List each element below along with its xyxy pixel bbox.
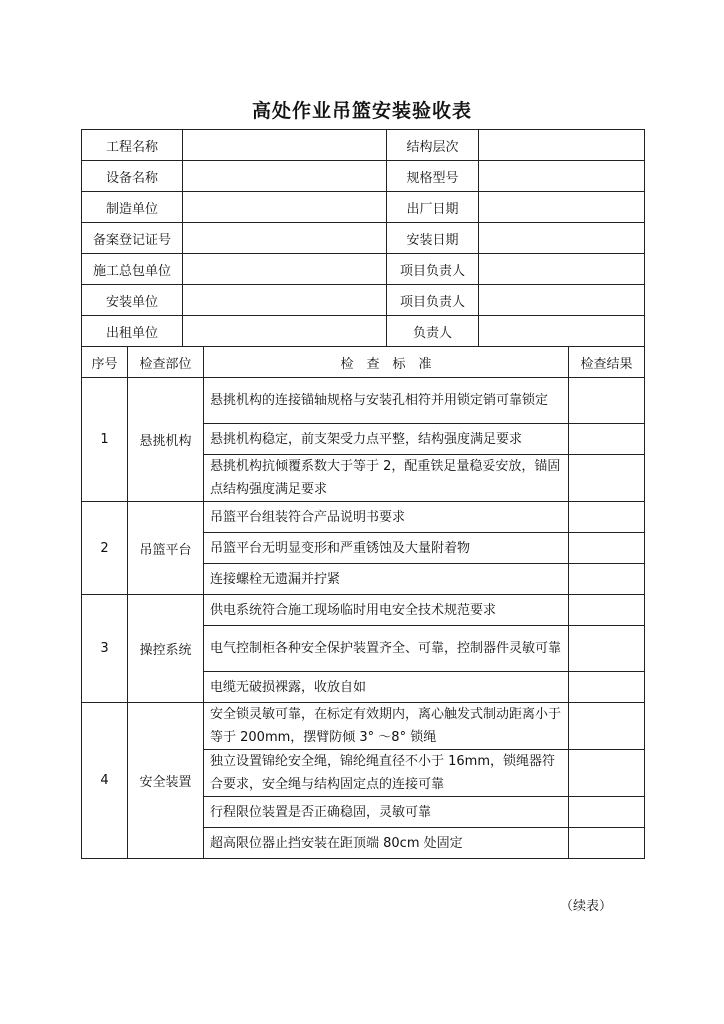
standard-text: 吊篮平台组装符合产品说明书要求 (204, 502, 569, 533)
standard-text: 独立设置锦纶安全绳，锦纶绳直径不小于 16mm，锁绳器符合要求，安全绳与结构固定点的连接可靠 (204, 750, 569, 797)
info-left-value[interactable] (183, 223, 387, 254)
standard-text: 电气控制柜各种安全保护装置齐全、可靠，控制器件灵敏可靠 (204, 626, 569, 672)
info-left-label: 施工总包单位 (82, 254, 183, 285)
info-right-label: 负责人 (387, 316, 479, 347)
result-cell[interactable] (569, 564, 645, 595)
info-row (82, 316, 645, 347)
info-right-value[interactable] (479, 223, 645, 254)
result-cell[interactable] (569, 703, 645, 750)
result-cell[interactable] (569, 378, 645, 424)
standard-text: 连接螺栓无遗漏并拧紧 (204, 564, 569, 595)
info-right-value[interactable] (479, 130, 645, 161)
info-right-value[interactable] (479, 161, 645, 192)
info-left-value[interactable] (183, 130, 387, 161)
header-part: 检查部位 (128, 347, 204, 378)
info-row (82, 254, 645, 285)
standard-text: 悬挑机构稳定，前支架受力点平整，结构强度满足要求 (204, 424, 569, 455)
standard-text: 电缆无破损裸露，收放自如 (204, 672, 569, 703)
continued-note: （续表） (560, 899, 613, 914)
info-left-label: 出租单位 (82, 316, 183, 347)
info-row (82, 285, 645, 316)
group-number: 3 (82, 595, 128, 703)
info-row (82, 192, 645, 223)
info-left-value[interactable] (183, 161, 387, 192)
group-part: 操控系统 (128, 595, 204, 703)
check-row (82, 595, 645, 626)
group-number: 1 (82, 378, 128, 502)
standard-text: 安全锁灵敏可靠，在标定有效期内，离心触发式制动距离小于等于 200mm，摆臂防倾 3° ～8° 锁绳 (204, 703, 569, 750)
info-right-value[interactable] (479, 254, 645, 285)
result-cell[interactable] (569, 626, 645, 672)
info-left-value[interactable] (183, 254, 387, 285)
info-table (81, 129, 645, 347)
result-cell[interactable] (569, 595, 645, 626)
standard-text: 供电系统符合施工现场临时用电安全技术规范要求 (204, 595, 569, 626)
check-header-row (82, 347, 645, 378)
page-title: 高处作业吊篮安装验收表 (251, 100, 472, 122)
result-cell[interactable] (569, 672, 645, 703)
group-part: 安全装置 (128, 703, 204, 859)
group-part: 悬挑机构 (128, 378, 204, 502)
group-part: 吊篮平台 (128, 502, 204, 595)
info-row (82, 161, 645, 192)
result-cell[interactable] (569, 455, 645, 502)
standard-text: 悬挑机构抗倾覆系数大于等于 2，配重铁足量稳妥安放，锚固点结构强度满足要求 (204, 455, 569, 502)
info-right-label: 规格型号 (387, 161, 479, 192)
info-right-label: 安装日期 (387, 223, 479, 254)
info-right-label: 项目负责人 (387, 285, 479, 316)
info-row (82, 130, 645, 161)
check-row (82, 703, 645, 750)
header-result: 检查结果 (569, 347, 645, 378)
result-cell[interactable] (569, 533, 645, 564)
result-cell[interactable] (569, 502, 645, 533)
group-number: 2 (82, 502, 128, 595)
standard-text: 吊篮平台无明显变形和严重锈蚀及大量附着物 (204, 533, 569, 564)
info-right-label: 项目负责人 (387, 254, 479, 285)
info-right-label: 结构层次 (387, 130, 479, 161)
standard-text: 悬挑机构的连接锚轴规格与安装孔相符并用锁定销可靠锁定 (204, 378, 569, 424)
header-standard: 检 查 标 准 (204, 347, 569, 378)
group-number: 4 (82, 703, 128, 859)
info-left-label: 制造单位 (82, 192, 183, 223)
info-left-value[interactable] (183, 192, 387, 223)
check-row (82, 378, 645, 424)
info-left-value[interactable] (183, 285, 387, 316)
result-cell[interactable] (569, 797, 645, 828)
info-left-label: 安装单位 (82, 285, 183, 316)
standard-text: 行程限位装置是否正确稳固，灵敏可靠 (204, 797, 569, 828)
info-left-value[interactable] (183, 316, 387, 347)
info-right-label: 出厂日期 (387, 192, 479, 223)
header-no: 序号 (82, 347, 128, 378)
info-right-value[interactable] (479, 192, 645, 223)
result-cell[interactable] (569, 424, 645, 455)
result-cell[interactable] (569, 750, 645, 797)
check-row (82, 502, 645, 533)
info-left-label: 备案登记证号 (82, 223, 183, 254)
info-right-value[interactable] (479, 316, 645, 347)
info-right-value[interactable] (479, 285, 645, 316)
standard-text: 超高限位器止挡安装在距顶端 80cm 处固定 (204, 828, 569, 859)
check-table (81, 346, 645, 859)
info-left-label: 设备名称 (82, 161, 183, 192)
info-row (82, 223, 645, 254)
result-cell[interactable] (569, 828, 645, 859)
info-left-label: 工程名称 (82, 130, 183, 161)
